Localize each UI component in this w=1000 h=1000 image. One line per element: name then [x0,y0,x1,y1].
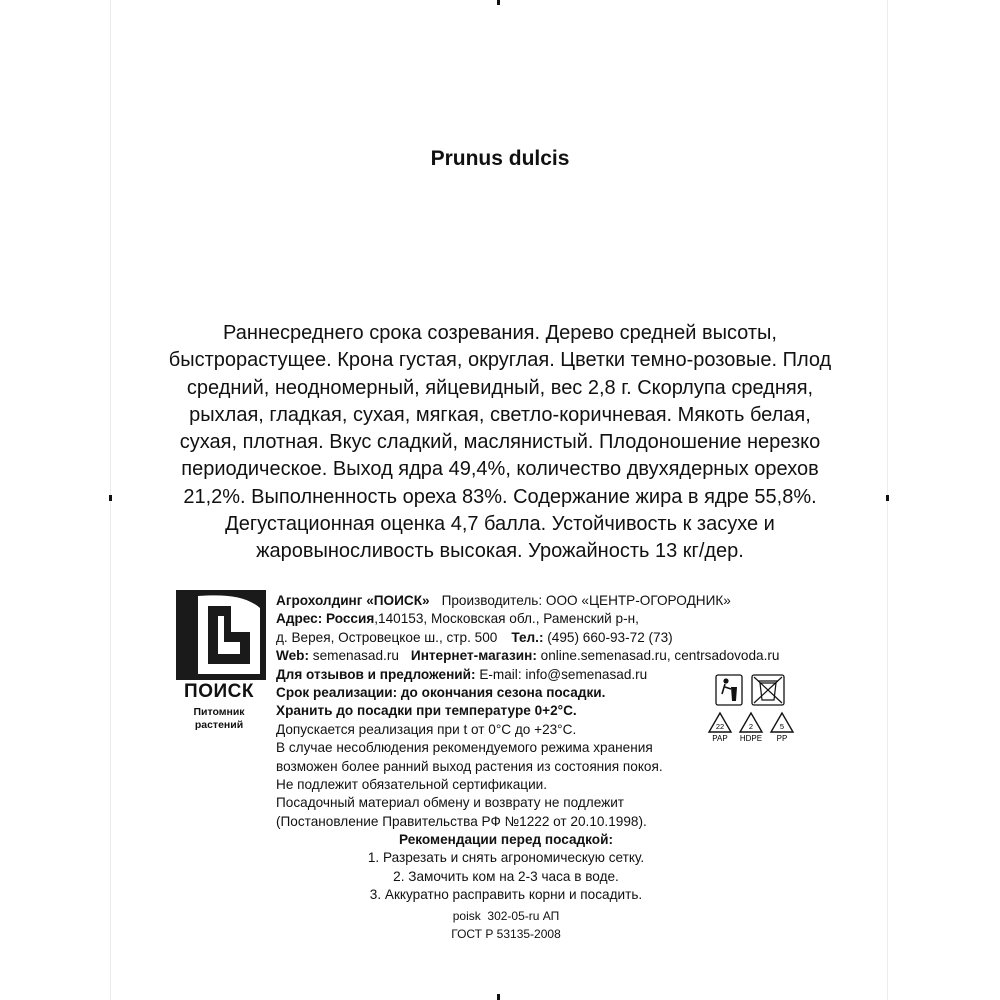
company-line [276,592,836,610]
crop-mark-right [886,495,889,501]
exchange-note-1: Посадочный материал обмену и возврату не подлежит [276,795,625,811]
storage-temperature: Хранить до посадки при температуре 0+2°С. [276,703,577,719]
recycle-number-hdpe: 2 [748,722,754,731]
company-name: Агрохолдинг «ПОИСК» [276,593,430,608]
product-codes [276,908,736,943]
address-country: Россия [326,611,375,627]
shop-address: online.semenasad.ru, centrsadovoda.ru [540,648,780,664]
shop-label: Интернет-магазин: [410,648,537,664]
recycle-label-hdpe: HDPE [739,734,763,743]
recommendations-title: Рекомендации перед посадкой: [398,832,613,847]
address-line [276,610,836,628]
exchange-note-2: (Постановление Правительства РФ №1222 от 20.10.1998). [276,813,647,829]
plant-title: Prunus dulcis [430,147,570,170]
allowed-temperature: Допускается реализация при t от 0°С до +23°С. [276,721,577,737]
address-line-2 [276,629,836,647]
logo-subtitle-line2: растений [194,719,244,731]
storage-warning-1: В случае несоблюдения рекомендуемого режима хранения [276,740,653,756]
recycle-number-pap: 22 [715,722,725,731]
phone-label: Тел.: [511,629,544,645]
recycle-label-pap: PAP [712,734,728,743]
logo-subtitle [164,706,274,732]
recycle-label-pp: PP [776,734,788,743]
gost-code: ГОСТ Р 53135-2008 [451,926,561,941]
planting-recommendations [276,831,736,905]
recycling-icons [704,674,804,752]
recommendation-step-2: 2. Замочить ком на 2-3 часа в воде. [393,868,619,884]
address-street: д. Верея, Островецкое ш., стр. 500 [276,629,498,645]
crop-mark-left [109,495,112,501]
address-label: Адрес: [276,611,323,627]
sale-term: Срок реализации: до окончания сезона посадки. [276,685,606,701]
crop-mark-bottom [497,994,500,1000]
producer: Производитель: ООО «ЦЕНТР-ОГОРОДНИК» [441,593,731,608]
web-address: semenasad.ru [312,648,399,664]
recycling-codes [704,674,804,752]
crop-mark-top [497,0,500,5]
logo-name: ПОИСК [184,681,254,702]
web-line [276,647,836,665]
feedback-label: Для отзывов и предложений: [276,666,476,682]
logo-subtitle-line1: Питомник [193,706,245,718]
phone-number: (495) 660-93-72 (73) [547,629,673,645]
plant-description: Раннесреднего срока созревания. Дерево средней высоты, быстрорастущее. Крона густая, округлая. Цветки темно-розовые. Плод средний, неодномерный, яйцевидный, вес 2,8 г. Скорлупа средняя, рыхлая, гладкая, сухая, мягкая, светло-коричневая. Мякоть белая, сухая, плотная. Вкус сладкий, маслянистый. Плодоношение нерезко периодическое. Выход ядра 49,4%, количество двухядерных орехов 21,2%. Выполненность ореха 83%. Содержание жира в ядре 55,8%. Дегустационная оценка 4,7 балла. Устойчивость к засухе и жаровыносливость высокая. Урожайность 13 кг/дер. [168,322,832,563]
address-rest: ,140153, Московская обл., Раменский р-н, [374,611,639,627]
storage-warning-2: возможен более ранний выход растения из состояния покоя. [276,758,663,774]
recycle-number-pp: 5 [779,722,785,731]
poisk-logo-icon [176,590,266,680]
web-label: Web: [276,648,309,664]
feedback-email: E-mail: info@semenasad.ru [479,666,648,682]
certification-note: Не подлежит обязательной сертификации. [276,777,548,793]
recommendation-step-3: 3. Аккуратно расправить корни и посадить. [369,887,643,903]
product-code: poisk 302-05-ru АП [452,909,560,923]
recommendation-step-1: 1. Разрезать и снять агрономическую сетку. [367,850,645,866]
